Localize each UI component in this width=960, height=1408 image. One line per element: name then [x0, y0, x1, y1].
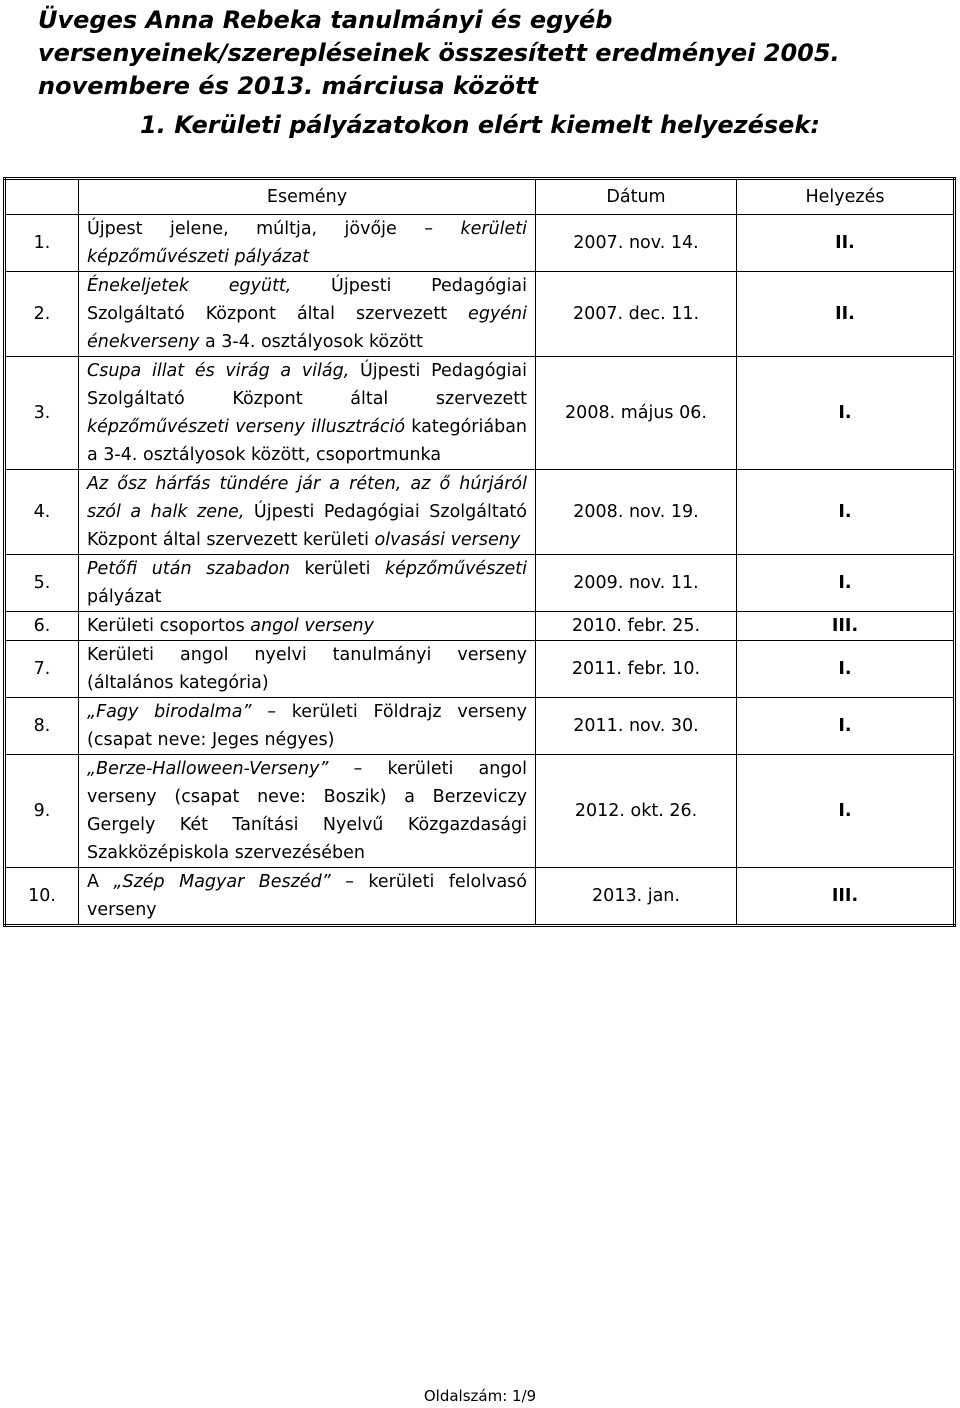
row-date: 2008. nov. 19.	[536, 470, 737, 555]
event-text: „Szép Magyar Beszéd”	[113, 872, 331, 892]
row-number: 7.	[5, 641, 79, 698]
row-date: 2013. jan.	[536, 868, 737, 926]
event-text: kerületi képzőművészeti pályázat	[87, 219, 527, 267]
event-text: egyéni énekverseny	[87, 304, 527, 352]
event-text: „Fagy birodalma”	[87, 702, 252, 722]
row-placement: I.	[737, 755, 955, 868]
row-event	[79, 641, 536, 698]
event-text: olvasási verseny	[374, 530, 521, 550]
row-placement: I.	[737, 641, 955, 698]
table-row	[5, 215, 955, 272]
event-text: Az ősz hárfás tündére jár a réten, az ő húrjáról szól a halk zene,	[87, 474, 527, 522]
section-heading: 1. Kerületi pályázatokon elért kiemelt helyezések:	[140, 111, 820, 139]
table-row	[5, 612, 955, 641]
table-row	[5, 357, 955, 470]
row-event	[79, 612, 536, 641]
event-text: angol verseny	[250, 616, 374, 636]
header-date: Dátum	[536, 179, 737, 215]
event-text: Kerületi csoportos	[87, 616, 251, 636]
row-date: 2008. május 06.	[536, 357, 737, 470]
table-row	[5, 755, 955, 868]
row-event	[79, 357, 536, 470]
results-table	[3, 177, 956, 927]
header-event: Esemény	[79, 179, 536, 215]
row-placement: I.	[737, 555, 955, 612]
row-date: 2011. febr. 10.	[536, 641, 737, 698]
table-row	[5, 272, 955, 357]
table-row	[5, 555, 955, 612]
table-body	[5, 215, 955, 926]
row-placement: III.	[737, 612, 955, 641]
row-placement: I.	[737, 698, 955, 755]
event-text: „Berze-Halloween-Verseny”	[87, 759, 329, 779]
table-row	[5, 698, 955, 755]
row-date: 2010. febr. 25.	[536, 612, 737, 641]
event-text: képzőművészeti	[385, 559, 527, 579]
event-text: – kerületi Földrajz verseny (csapat neve: Jeges négyes)	[87, 702, 527, 750]
event-text: Újpesti Pedagógiai Szolgáltató Központ által szervezett	[87, 361, 527, 409]
row-event	[79, 755, 536, 868]
event-text: a 3-4. osztályosok között	[199, 332, 423, 352]
row-placement: I.	[737, 470, 955, 555]
event-text: Petőfi után szabadon	[87, 559, 290, 579]
row-date: 2007. nov. 14.	[536, 215, 737, 272]
row-number: 8.	[5, 698, 79, 755]
event-text: Csupa illat és virág a világ,	[87, 361, 350, 381]
row-event	[79, 215, 536, 272]
row-event	[79, 555, 536, 612]
row-number: 1.	[5, 215, 79, 272]
event-text: kerületi	[289, 559, 386, 579]
row-number: 4.	[5, 470, 79, 555]
table-row	[5, 868, 955, 926]
event-text: kategóriában a 3-4. osztályosok között, csoportmunka	[87, 417, 528, 465]
header-number	[5, 179, 79, 215]
row-placement: I.	[737, 357, 955, 470]
row-event	[79, 470, 536, 555]
row-event	[79, 868, 536, 926]
table-row	[5, 470, 955, 555]
row-event	[79, 272, 536, 357]
row-date: 2012. okt. 26.	[536, 755, 737, 868]
row-date: 2007. dec. 11.	[536, 272, 737, 357]
row-number: 10.	[5, 868, 79, 926]
page-number: Oldalszám: 1/9	[423, 1387, 537, 1405]
row-event	[79, 698, 536, 755]
row-placement: II.	[737, 215, 955, 272]
event-text: Énekeljetek együtt,	[87, 276, 292, 296]
event-text: képzőművészeti verseny illusztráció	[87, 417, 406, 437]
row-date: 2011. nov. 30.	[536, 698, 737, 755]
table-row	[5, 641, 955, 698]
event-text: Újpesti Pedagógiai Szolgáltató Központ által szervezett	[87, 276, 527, 324]
event-text: Újpesti Pedagógiai Szolgáltató Központ által szervezett kerületi	[87, 502, 527, 550]
row-number: 9.	[5, 755, 79, 868]
event-text: Kerületi angol nyelvi tanulmányi verseny (általános kategória)	[87, 645, 527, 693]
document-title: Üveges Anna Rebeka tanulmányi és egyéb versenyeinek/szerepléseinek összesített eredményei 2005. novembere és 2013. márciusa között	[38, 6, 840, 100]
event-text: – kerületi angol verseny (csapat neve: Boszik) a Berzeviczy Gergely Két Tanítási Nyelvű Közgazdasági Szakközépiskola szervezésében	[87, 759, 527, 863]
row-number: 2.	[5, 272, 79, 357]
row-placement: II.	[737, 272, 955, 357]
row-placement: III.	[737, 868, 955, 926]
header-place: Helyezés	[737, 179, 955, 215]
row-number: 5.	[5, 555, 79, 612]
table-header-row	[5, 179, 955, 215]
row-date: 2009. nov. 11.	[536, 555, 737, 612]
row-number: 6.	[5, 612, 79, 641]
event-text: A	[87, 872, 114, 892]
event-text: Újpest jelene, múltja, jövője –	[87, 219, 461, 239]
event-text: – kerületi felolvasó verseny	[87, 872, 527, 920]
event-text: pályázat	[87, 587, 162, 607]
row-number: 3.	[5, 357, 79, 470]
